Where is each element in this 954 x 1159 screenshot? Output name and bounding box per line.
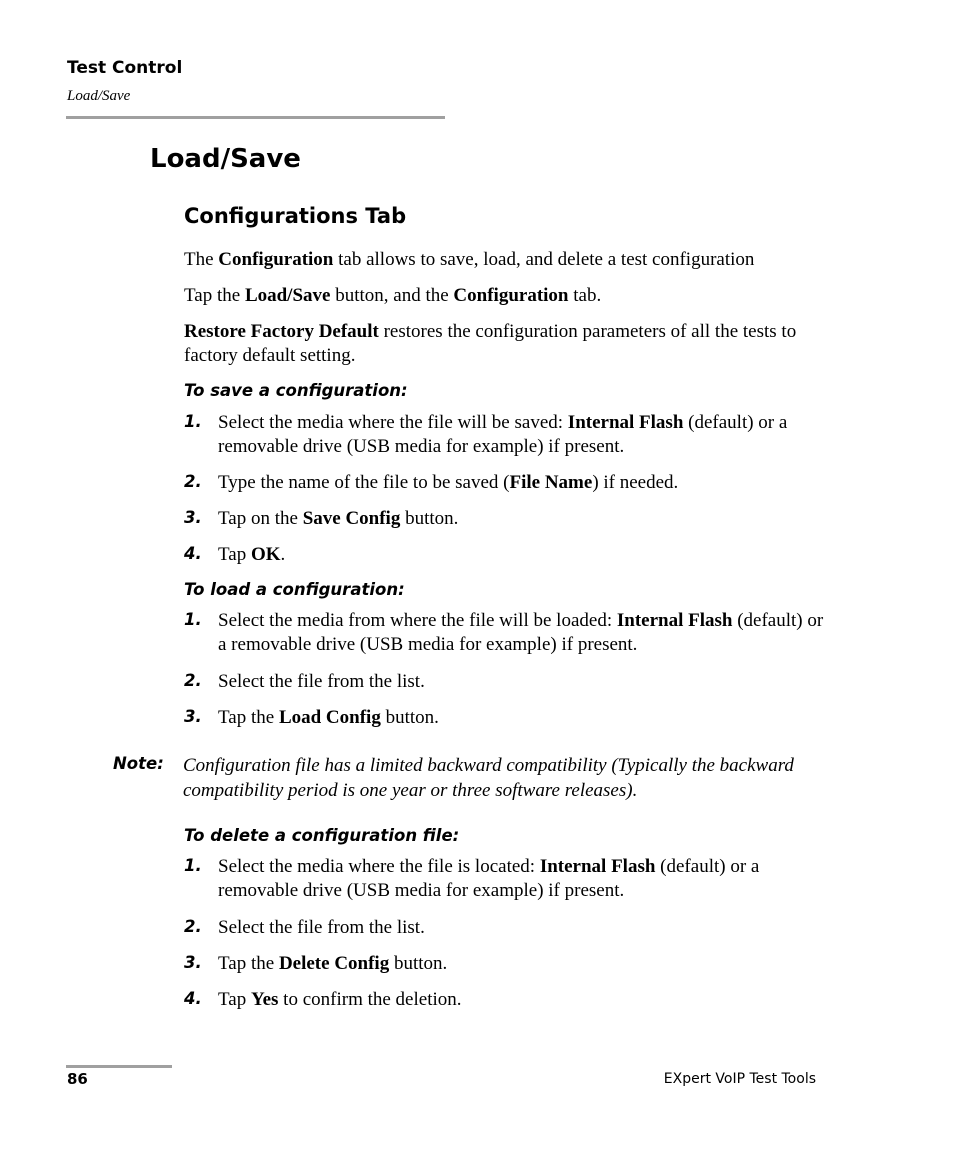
- step-number: 1.: [184, 412, 202, 431]
- note-text: Configuration file has a limited backward compatibility (Typically the backward compatibility period is one year or three software releases).: [183, 755, 794, 801]
- step-text: Select the media from where the file will be loaded: Internal Flash (default) or a removable drive (USB media for example) if present.: [218, 610, 824, 655]
- note-label: Note:: [113, 754, 164, 773]
- procedure-heading-delete: To delete a configuration file:: [184, 826, 460, 845]
- footer-book-title: EXpert VoIP Test Tools: [663, 1071, 816, 1087]
- running-header-section: Load/Save: [67, 88, 131, 104]
- step-text: Tap the Delete Config button.: [218, 953, 448, 974]
- paragraph-tap: Tap the Load/Save button, and the Configuration tab.: [184, 285, 602, 306]
- paragraph-intro: The Configuration tab allows to save, load, and delete a test configuration: [184, 249, 755, 270]
- step-number: 3.: [184, 953, 202, 972]
- step-number: 2.: [184, 671, 202, 690]
- step-number: 3.: [184, 707, 202, 726]
- step-number: 4.: [184, 989, 202, 1008]
- step-number: 3.: [184, 508, 202, 527]
- header-rule: [66, 116, 445, 119]
- step-text: Select the file from the list.: [218, 671, 425, 692]
- procedure-heading-save: To save a configuration:: [184, 381, 408, 400]
- step-text: Select the file from the list.: [218, 917, 425, 938]
- step-number: 2.: [184, 472, 202, 491]
- step-number: 1.: [184, 856, 202, 875]
- procedure-heading-load: To load a configuration:: [184, 580, 405, 599]
- step-text: Type the name of the file to be saved (File Name) if needed.: [218, 472, 679, 493]
- footer-rule: [66, 1065, 172, 1068]
- step-text: Tap the Load Config button.: [218, 707, 439, 728]
- page-number: 86: [67, 1070, 88, 1088]
- step-text: Select the media where the file will be saved: Internal Flash (default) or a removable drive (USB media for example) if present.: [218, 412, 788, 457]
- section-title: Configurations Tab: [184, 204, 407, 228]
- running-header-chapter: Test Control: [67, 58, 183, 78]
- step-text: Tap on the Save Config button.: [218, 508, 459, 529]
- step-text: Select the media where the file is located: Internal Flash (default) or a removable drive (USB media for example) if present.: [218, 856, 760, 901]
- step-number: 2.: [184, 917, 202, 936]
- step-text: Tap Yes to confirm the deletion.: [218, 989, 462, 1010]
- step-text: Tap OK.: [218, 544, 286, 565]
- step-number: 1.: [184, 610, 202, 629]
- paragraph-restore: Restore Factory Default restores the configuration parameters of all the tests to factory default setting.: [184, 321, 797, 366]
- step-number: 4.: [184, 544, 202, 563]
- page-title: Load/Save: [150, 144, 301, 174]
